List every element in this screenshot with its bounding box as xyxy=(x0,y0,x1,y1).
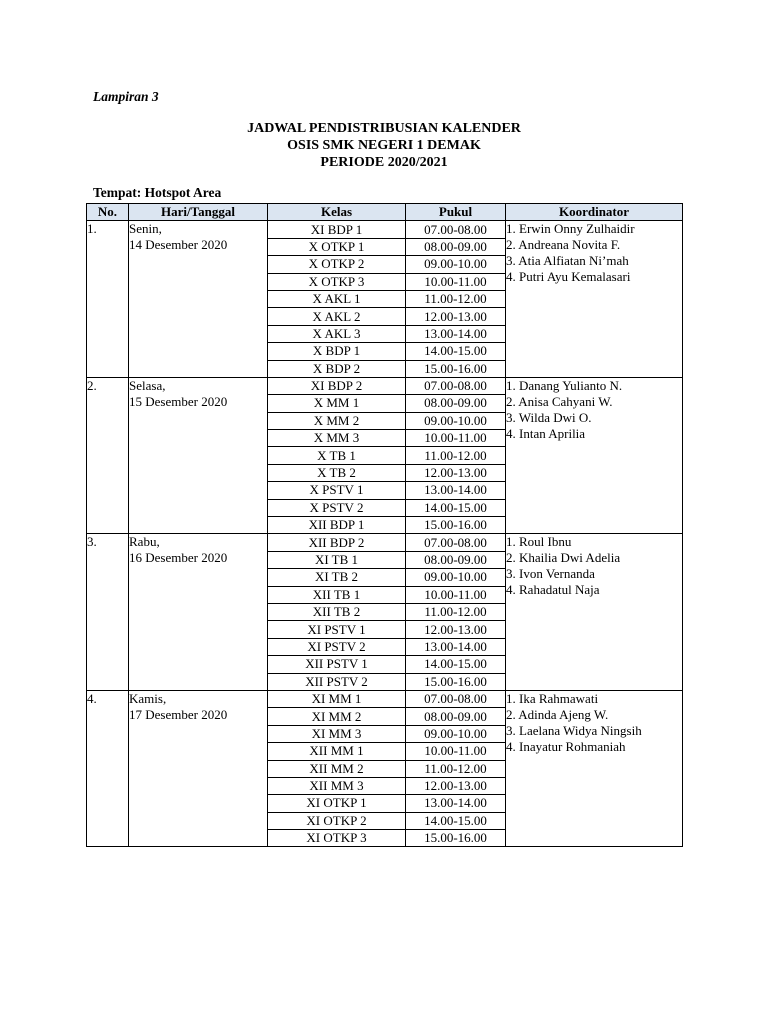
pukul-cell: 10.00-11.00 xyxy=(406,273,506,290)
document-title xyxy=(0,120,768,171)
day-date: 14 Desember 2020 xyxy=(129,237,228,253)
pukul-cell: 08.00-09.00 xyxy=(406,395,506,412)
location-label: Tempat: Hotspot Area xyxy=(93,185,222,200)
kelas-cell: XI PSTV 1 xyxy=(268,621,406,638)
kelas-cell: XI OTKP 1 xyxy=(268,795,406,812)
pukul-cell: 15.00-16.00 xyxy=(406,360,506,377)
header-kelas: Kelas xyxy=(268,204,406,221)
kelas-cell: X AKL 3 xyxy=(268,325,406,342)
koordinator-cell xyxy=(506,534,683,691)
pukul-cell: 15.00-16.00 xyxy=(406,830,506,847)
koordinator-name: 3. Atia Alfiatan Ni’mah xyxy=(506,253,629,269)
day-date-cell xyxy=(129,534,268,691)
kelas-cell: XII PSTV 1 xyxy=(268,656,406,673)
header-no: No. xyxy=(87,204,129,221)
koordinator-name: 2. Khailia Dwi Adelia xyxy=(506,550,621,566)
title-line-3: PERIODE 2020/2021 xyxy=(320,155,448,170)
day-date: 16 Desember 2020 xyxy=(129,550,228,566)
koordinator-cell xyxy=(506,690,683,847)
pukul-cell: 09.00-10.00 xyxy=(406,412,506,429)
day-name: Kamis, xyxy=(129,690,167,706)
pukul-cell: 13.00-14.00 xyxy=(406,482,506,499)
table-row xyxy=(87,377,683,394)
header-pukul: Pukul xyxy=(406,204,506,221)
kelas-cell: XI MM 3 xyxy=(268,725,406,742)
kelas-cell: X AKL 1 xyxy=(268,290,406,307)
koordinator-name: 2. Adinda Ajeng W. xyxy=(506,706,609,722)
schedule-table xyxy=(86,203,683,847)
day-date-cell xyxy=(129,377,268,534)
pukul-cell: 08.00-09.00 xyxy=(406,708,506,725)
kelas-cell: X OTKP 3 xyxy=(268,273,406,290)
day-number: 1. xyxy=(87,221,129,378)
pukul-cell: 13.00-14.00 xyxy=(406,638,506,655)
pukul-cell: 09.00-10.00 xyxy=(406,569,506,586)
header-hari-tanggal: Hari/Tanggal xyxy=(129,204,268,221)
pukul-cell: 08.00-09.00 xyxy=(406,551,506,568)
kelas-cell: XII MM 1 xyxy=(268,743,406,760)
kelas-cell: XI OTKP 2 xyxy=(268,812,406,829)
kelas-cell: X TB 1 xyxy=(268,447,406,464)
kelas-cell: XII PSTV 2 xyxy=(268,673,406,690)
koordinator-name: 2. Anisa Cahyani W. xyxy=(506,393,613,409)
pukul-cell: 12.00-13.00 xyxy=(406,308,506,325)
koordinator-name: 3. Ivon Vernanda xyxy=(506,566,595,582)
kelas-cell: XI TB 1 xyxy=(268,551,406,568)
kelas-cell: XI OTKP 3 xyxy=(268,830,406,847)
table-header-row xyxy=(87,204,683,221)
koordinator-name: 3. Laelana Widya Ningsih xyxy=(506,722,642,738)
pukul-cell: 10.00-11.00 xyxy=(406,430,506,447)
kelas-cell: X OTKP 1 xyxy=(268,238,406,255)
pukul-cell: 11.00-12.00 xyxy=(406,760,506,777)
kelas-cell: X BDP 2 xyxy=(268,360,406,377)
pukul-cell: 07.00-08.00 xyxy=(406,690,506,707)
table-row xyxy=(87,690,683,707)
kelas-cell: X MM 1 xyxy=(268,395,406,412)
kelas-cell: X PSTV 1 xyxy=(268,482,406,499)
koordinator-name: 3. Wilda Dwi O. xyxy=(506,409,592,425)
day-number: 3. xyxy=(87,534,129,691)
schedule-body xyxy=(87,221,683,847)
table-row xyxy=(87,221,683,238)
koordinator-name: 4. Rahadatul Naja xyxy=(506,582,600,598)
title-line-2: OSIS SMK NEGERI 1 DEMAK xyxy=(287,138,481,153)
koordinator-name: 1. Erwin Onny Zulhaidir xyxy=(506,221,635,237)
pukul-cell: 07.00-08.00 xyxy=(406,534,506,551)
koordinator-name: 4. Inayatur Rohmaniah xyxy=(506,738,626,754)
pukul-cell: 12.00-13.00 xyxy=(406,777,506,794)
day-date-cell xyxy=(129,690,268,847)
koordinator-name: 1. Danang Yulianto N. xyxy=(506,377,623,393)
header-koordinator: Koordinator xyxy=(506,204,683,221)
pukul-cell: 10.00-11.00 xyxy=(406,743,506,760)
kelas-cell: XII MM 2 xyxy=(268,760,406,777)
koordinator-name: 1. Ika Rahmawati xyxy=(506,690,599,706)
kelas-cell: XII MM 3 xyxy=(268,777,406,794)
kelas-cell: X OTKP 2 xyxy=(268,256,406,273)
kelas-cell: XI TB 2 xyxy=(268,569,406,586)
day-date-cell xyxy=(129,221,268,378)
kelas-cell: X AKL 2 xyxy=(268,308,406,325)
kelas-cell: XII BDP 1 xyxy=(268,517,406,534)
table-row xyxy=(87,534,683,551)
kelas-cell: XI BDP 2 xyxy=(268,377,406,394)
pukul-cell: 07.00-08.00 xyxy=(406,221,506,238)
pukul-cell: 12.00-13.00 xyxy=(406,621,506,638)
kelas-cell: X MM 3 xyxy=(268,430,406,447)
koordinator-name: 4. Intan Aprilia xyxy=(506,425,586,441)
pukul-cell: 11.00-12.00 xyxy=(406,447,506,464)
koordinator-name: 1. Roul Ibnu xyxy=(506,534,572,550)
pukul-cell: 15.00-16.00 xyxy=(406,517,506,534)
kelas-cell: XI MM 2 xyxy=(268,708,406,725)
pukul-cell: 09.00-10.00 xyxy=(406,256,506,273)
kelas-cell: XII TB 2 xyxy=(268,603,406,620)
pukul-cell: 14.00-15.00 xyxy=(406,656,506,673)
koordinator-name: 4. Putri Ayu Kemalasari xyxy=(506,269,631,285)
kelas-cell: X PSTV 2 xyxy=(268,499,406,516)
pukul-cell: 09.00-10.00 xyxy=(406,725,506,742)
koordinator-cell xyxy=(506,221,683,378)
day-name: Selasa, xyxy=(129,377,166,393)
pukul-cell: 14.00-15.00 xyxy=(406,499,506,516)
pukul-cell: 11.00-12.00 xyxy=(406,290,506,307)
day-name: Rabu, xyxy=(129,534,160,550)
pukul-cell: 12.00-13.00 xyxy=(406,464,506,481)
pukul-cell: 10.00-11.00 xyxy=(406,586,506,603)
day-name: Senin, xyxy=(129,221,162,237)
attachment-label: Lampiran 3 xyxy=(93,89,159,104)
kelas-cell: XII BDP 2 xyxy=(268,534,406,551)
pukul-cell: 15.00-16.00 xyxy=(406,673,506,690)
kelas-cell: XI PSTV 2 xyxy=(268,638,406,655)
koordinator-name: 2. Andreana Novita F. xyxy=(506,237,621,253)
koordinator-cell xyxy=(506,377,683,534)
kelas-cell: X TB 2 xyxy=(268,464,406,481)
kelas-cell: XI MM 1 xyxy=(268,690,406,707)
day-number: 2. xyxy=(87,377,129,534)
title-line-1: JADWAL PENDISTRIBUSIAN KALENDER xyxy=(247,121,521,136)
pukul-cell: 14.00-15.00 xyxy=(406,343,506,360)
kelas-cell: XII TB 1 xyxy=(268,586,406,603)
pukul-cell: 14.00-15.00 xyxy=(406,812,506,829)
pukul-cell: 07.00-08.00 xyxy=(406,377,506,394)
pukul-cell: 11.00-12.00 xyxy=(406,603,506,620)
pukul-cell: 13.00-14.00 xyxy=(406,325,506,342)
day-number: 4. xyxy=(87,690,129,847)
day-date: 17 Desember 2020 xyxy=(129,706,228,722)
day-date: 15 Desember 2020 xyxy=(129,393,228,409)
kelas-cell: XI BDP 1 xyxy=(268,221,406,238)
pukul-cell: 08.00-09.00 xyxy=(406,238,506,255)
kelas-cell: X MM 2 xyxy=(268,412,406,429)
pukul-cell: 13.00-14.00 xyxy=(406,795,506,812)
kelas-cell: X BDP 1 xyxy=(268,343,406,360)
